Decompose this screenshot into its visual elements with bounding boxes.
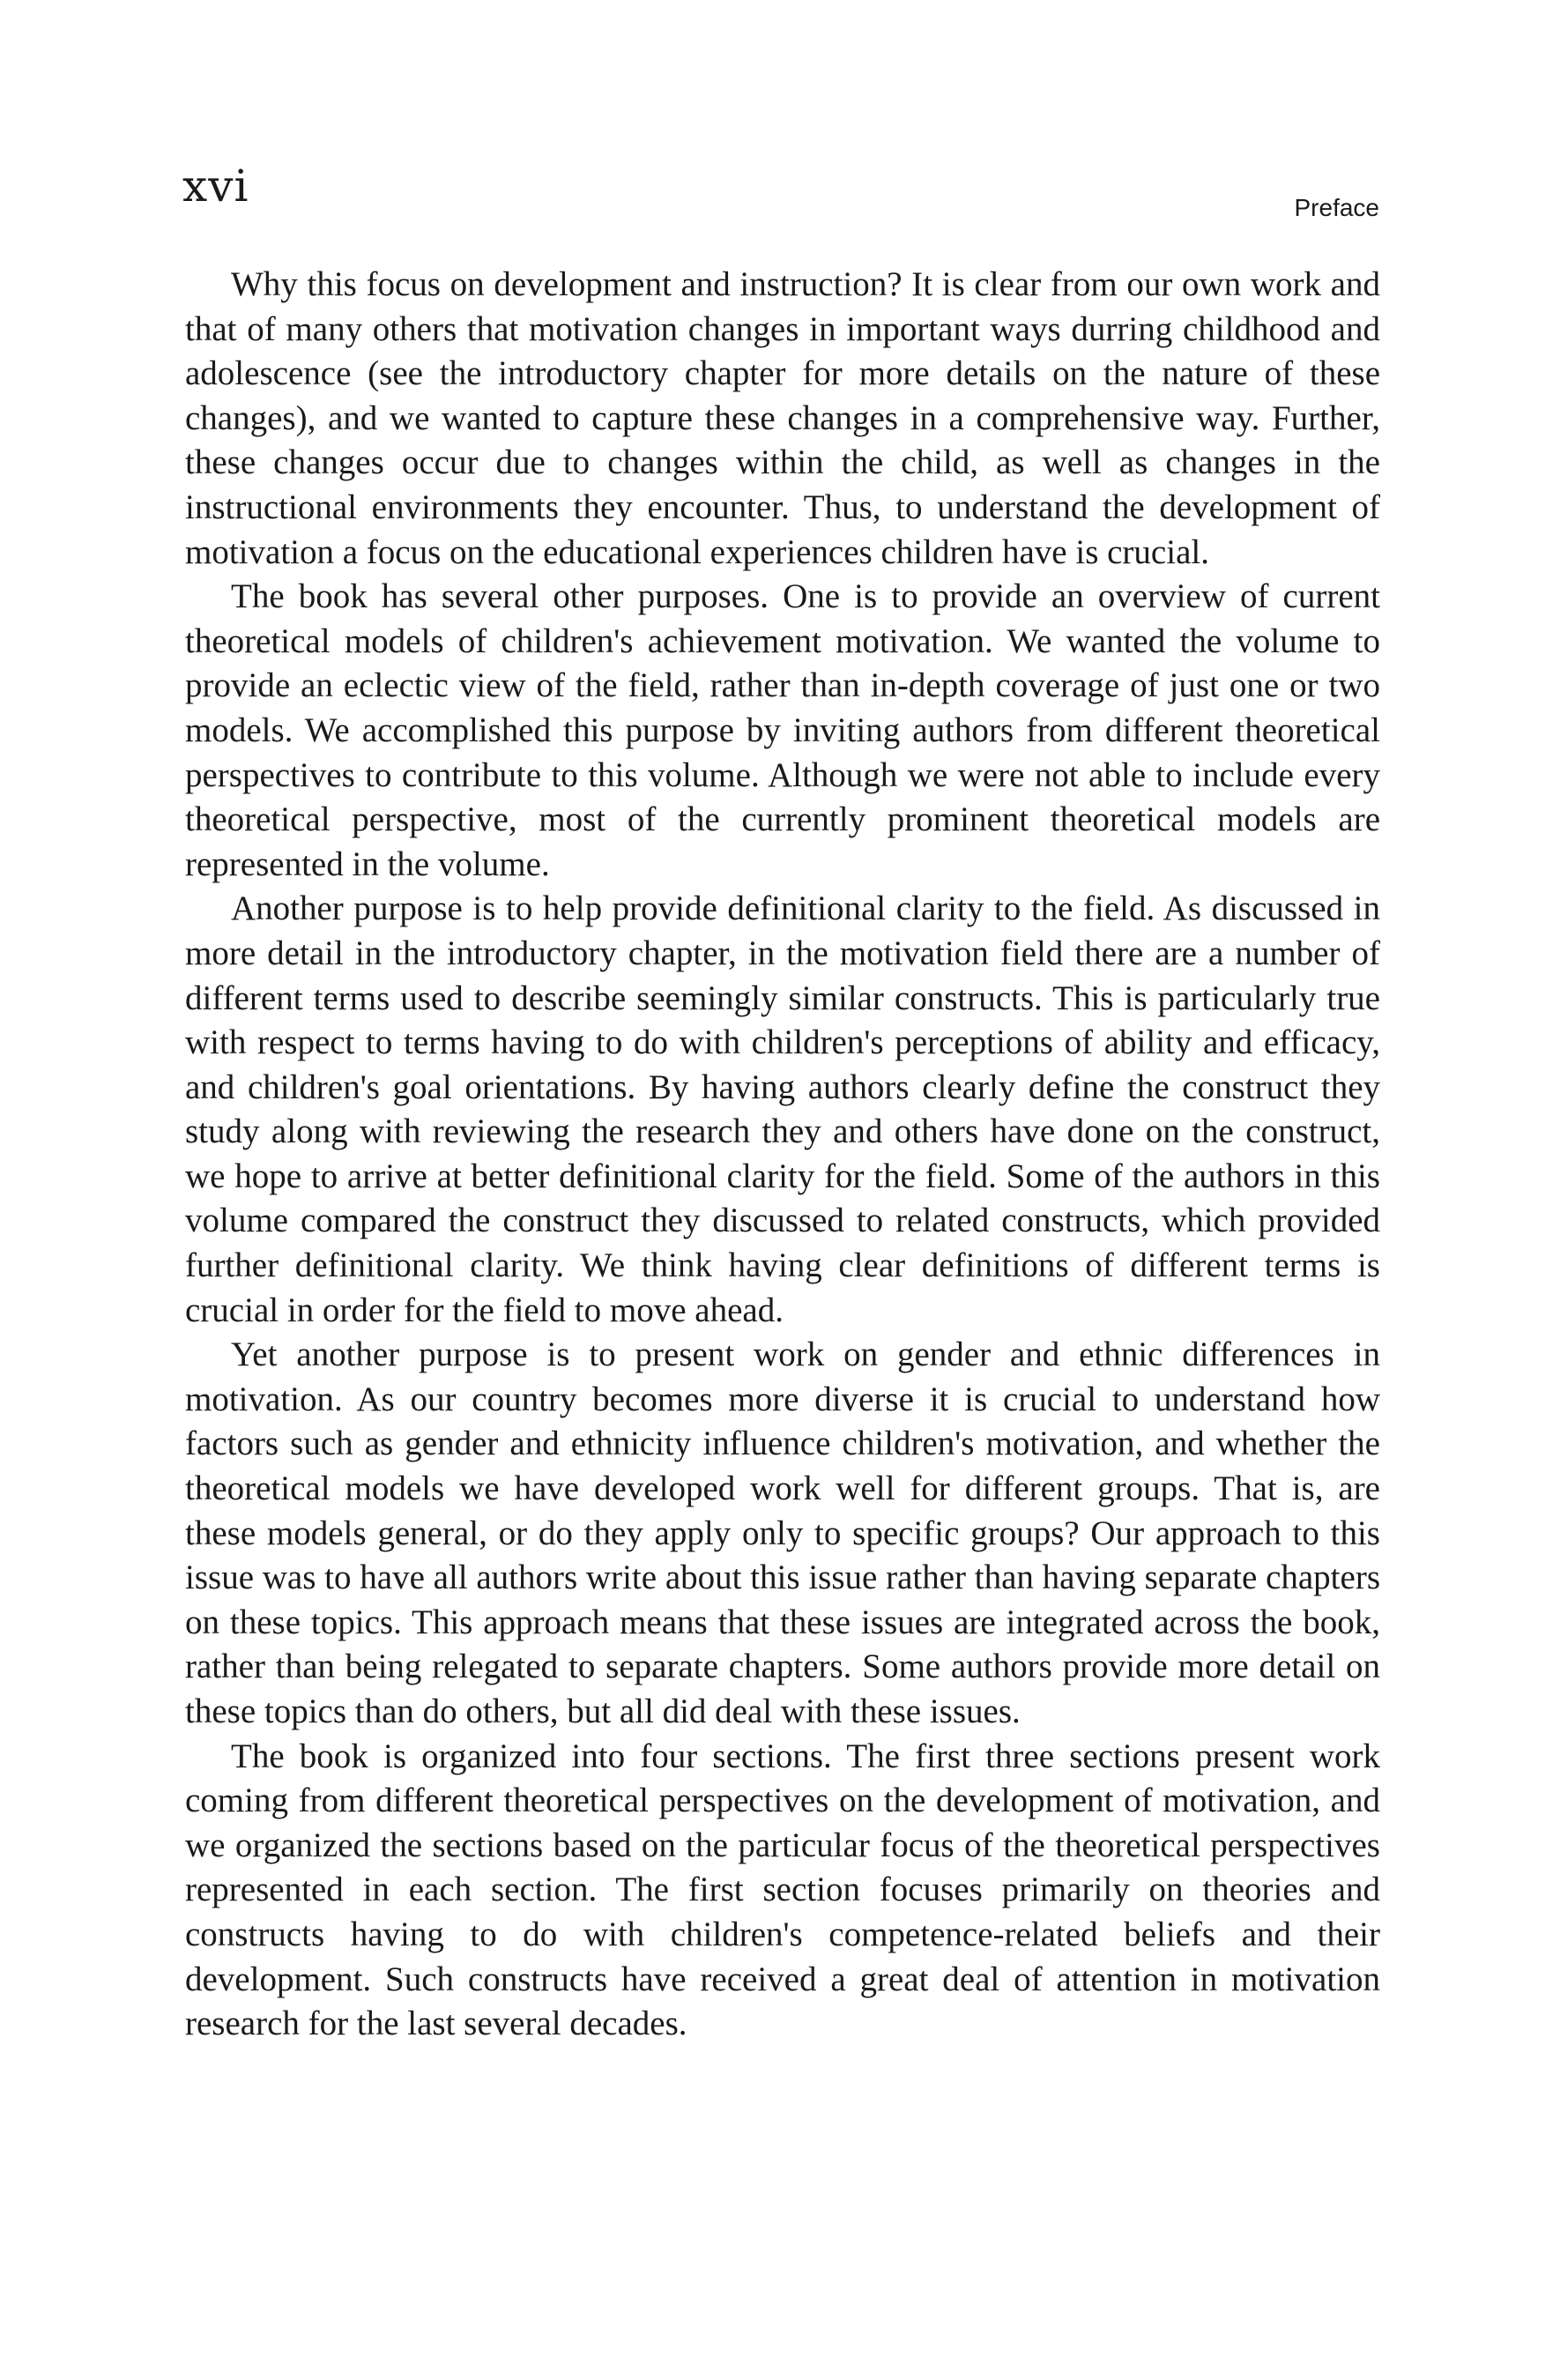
paragraph: The book is organized into four sections. The first three sections present work coming from different theoretical perspectives on the development of motivation, and we organized the sections based on the particular focus of the theoretical perspectives represented in each section. The first section focuses primarily on theories and constructs having to do with children's competence-related beliefs and their development. Such constructs have received a great deal of attention in motivation research for the last several decades.: [185, 1737, 1380, 2043]
paragraph: Another purpose is to help provide definitional clarity to the field. As discussed in more detail in the introductory chapter, in the motivation field there are a number of different terms used to describe seemingly similar constructs. This is particularly true with respect to terms having to do with children's perceptions of ability and efficacy, and children's goal orientations. By having authors clearly define the construct they study along with reviewing the research they and others have done on the construct, we hope to arrive at better definitional clarity for the field. Some of the authors in this volume compared the construct they discussed to related constructs, which provided further definitional clarity. We think having clear definitions of different terms is crucial in order for the field to move ahead.: [185, 889, 1380, 1329]
running-head: Preface: [1294, 194, 1379, 221]
paragraph: Yet another purpose is to present work on gender and ethnic differences in motivation. As our country becomes more diverse it is crucial to understand how factors such as gender and ethnicity influence children's motivation, and whether the theoretical models we have developed work well for different groups. That is, are these models general, or do they apply only to specific groups? Our approach to this issue was to have all authors write about this issue rather than having separate chapters on these topics. This approach means that these issues are integrated across the book, rather than being relegated to separate chapters. Some authors provide more detail on these topics than do others, but all did deal with these issues.: [185, 1335, 1380, 1730]
page-number: xvi: [182, 160, 249, 212]
paragraph: The book has several other purposes. One is to provide an overview of current theoretical models of children's achievement motivation. We wanted the volume to provide an eclectic view of the field, rather than in-depth coverage of just one or two models. We accomplished this purpose by inviting authors from different theoretical perspectives to contribute to this volume. Although we were not able to include every theoretical perspective, most of the currently prominent theoretical models are represented in the volume.: [185, 577, 1380, 883]
paragraph: Why this focus on development and instruction? It is clear from our own work and that of many others that motivation changes in important ways durring childhood and adolescence (see the introductory chapter for more details on the nature of these changes), and we wanted to capture these changes in a comprehensive way. Further, these changes occur due to changes within the child, as well as changes in the instructional environments they encounter. Thus, to understand the development of motivation a focus on the educational experiences children have is crucial.: [185, 265, 1380, 571]
body-text: [185, 263, 1380, 2047]
